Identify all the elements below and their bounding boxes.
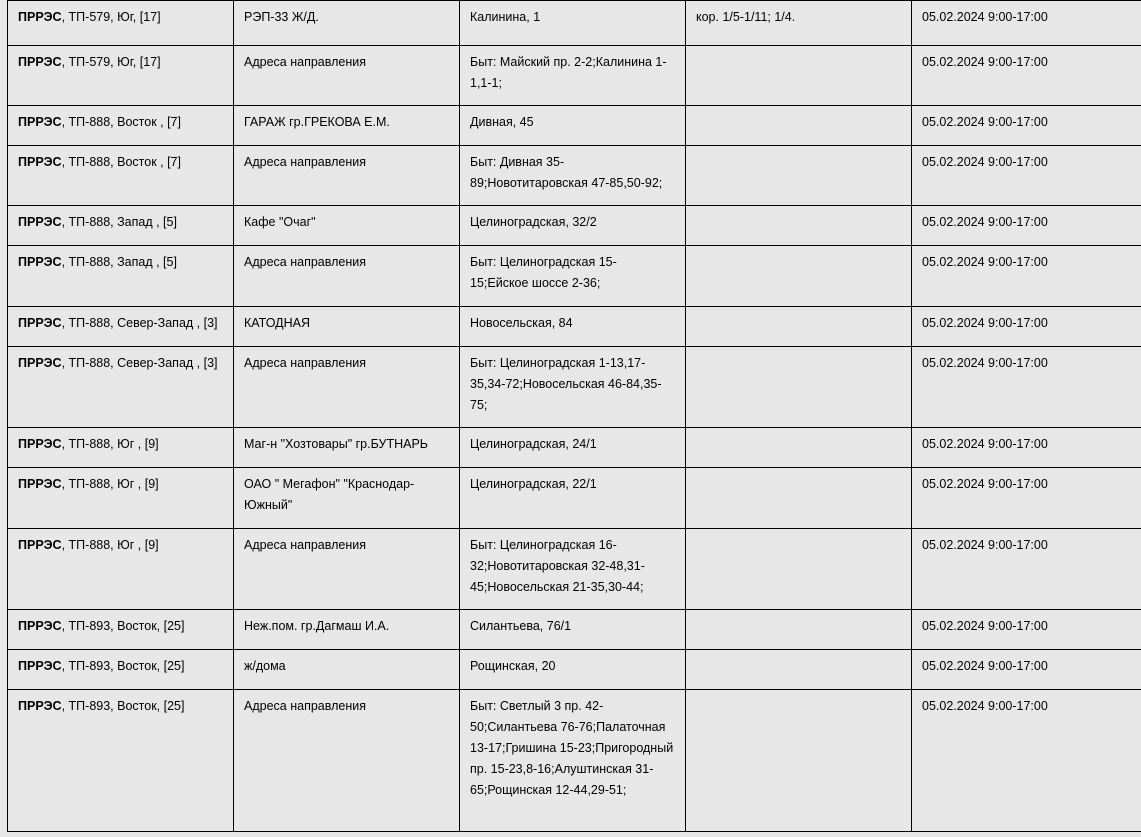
table-row [8,428,1141,468]
address-cell: Быт: Целиноградская 15-15;Ейское шоссе 2-36; [460,246,686,307]
network-cell [8,347,234,428]
network-org: ПРРЭС [18,255,62,269]
object-cell: ГАРАЖ гр.ГРЕКОВА Е.М. [234,106,460,146]
object-cell: Неж.пом. гр.Дагмаш И.А. [234,610,460,650]
time-cell: 05.02.2024 9:00-17:00 [912,529,1141,610]
object-cell: Адреса направления [234,347,460,428]
object-cell: Маг-н "Хозтовары" гр.БУТНАРЬ [234,428,460,468]
time-cell: 05.02.2024 9:00-17:00 [912,690,1141,832]
outage-table [7,0,1141,832]
table-row [8,529,1141,610]
object-cell: Адреса направления [234,690,460,832]
network-substation: , ТП-893, Восток, [25] [61,659,185,673]
extra-cell [686,206,912,246]
time-cell: 05.02.2024 9:00-17:00 [912,347,1141,428]
address-cell: Калинина, 1 [460,1,686,46]
object-cell: Адреса направления [234,529,460,610]
table-row [8,610,1141,650]
table-row [8,146,1141,206]
object-cell: ж/дома [234,650,460,690]
object-cell: ОАО " Мегафон" "Краснодар-Южный" [234,468,460,529]
network-cell [8,690,234,832]
extra-cell [686,650,912,690]
object-cell: Адреса направления [234,246,460,307]
table-row [8,106,1141,146]
table-row [8,690,1141,832]
time-cell: 05.02.2024 9:00-17:00 [912,650,1141,690]
address-cell: Быт: Целиноградская 16-32;Новотитаровская 32-48,31-45;Новосельская 21-35,30-44; [460,529,686,610]
network-org: ПРРЭС [18,10,62,24]
time-cell: 05.02.2024 9:00-17:00 [912,146,1141,206]
network-cell [8,650,234,690]
network-substation: , ТП-888, Север-Запад , [3] [61,316,218,330]
network-cell [8,106,234,146]
outage-table-body [8,1,1141,832]
network-substation: , ТП-888, Восток , [7] [61,115,181,129]
time-cell: 05.02.2024 9:00-17:00 [912,428,1141,468]
network-org: ПРРЭС [18,477,62,491]
table-row [8,468,1141,529]
network-org: ПРРЭС [18,55,62,69]
network-cell [8,468,234,529]
time-cell: 05.02.2024 9:00-17:00 [912,468,1141,529]
time-cell: 05.02.2024 9:00-17:00 [912,307,1141,347]
extra-cell [686,146,912,206]
network-cell [8,46,234,106]
table-row [8,46,1141,106]
network-cell [8,529,234,610]
object-cell: Адреса направления [234,46,460,106]
time-cell: 05.02.2024 9:00-17:00 [912,610,1141,650]
network-substation: , ТП-888, Запад , [5] [61,215,177,229]
network-cell [8,246,234,307]
table-row [8,307,1141,347]
address-cell: Целиноградская, 24/1 [460,428,686,468]
extra-cell [686,529,912,610]
extra-cell [686,246,912,307]
address-cell: Быт: Майский пр. 2-2;Калинина 1-1,1-1; [460,46,686,106]
network-org: ПРРЭС [18,115,62,129]
extra-cell [686,610,912,650]
network-cell [8,428,234,468]
network-substation: , ТП-888, Юг , [9] [61,477,159,491]
address-cell: Быт: Целиноградская 1-13,17-35,34-72;Новосельская 46-84,35-75; [460,347,686,428]
time-cell: 05.02.2024 9:00-17:00 [912,1,1141,46]
extra-cell [686,428,912,468]
extra-cell [686,106,912,146]
object-cell: РЭП-33 Ж/Д. [234,1,460,46]
network-cell [8,610,234,650]
object-cell: Адреса направления [234,146,460,206]
address-cell: Дивная, 45 [460,106,686,146]
network-substation: , ТП-888, Север-Запад , [3] [61,356,218,370]
network-org: ПРРЭС [18,699,62,713]
time-cell: 05.02.2024 9:00-17:00 [912,206,1141,246]
address-cell: Быт: Дивная 35-89;Новотитаровская 47-85,50-92; [460,146,686,206]
network-substation: , ТП-893, Восток, [25] [61,699,185,713]
network-org: ПРРЭС [18,659,62,673]
network-substation: , ТП-579, Юг, [17] [61,55,161,69]
network-org: ПРРЭС [18,619,62,633]
network-substation: , ТП-888, Юг , [9] [61,538,159,552]
network-substation: , ТП-579, Юг, [17] [61,10,161,24]
extra-cell [686,690,912,832]
time-cell: 05.02.2024 9:00-17:00 [912,46,1141,106]
time-cell: 05.02.2024 9:00-17:00 [912,246,1141,307]
network-cell [8,1,234,46]
extra-cell [686,46,912,106]
network-org: ПРРЭС [18,437,62,451]
table-row [8,347,1141,428]
network-org: ПРРЭС [18,155,62,169]
table-row [8,246,1141,307]
table-row [8,650,1141,690]
network-org: ПРРЭС [18,316,62,330]
table-row [8,1,1141,46]
address-cell: Силантьева, 76/1 [460,610,686,650]
object-cell: КАТОДНАЯ [234,307,460,347]
time-cell: 05.02.2024 9:00-17:00 [912,106,1141,146]
extra-cell [686,347,912,428]
network-substation: , ТП-888, Восток , [7] [61,155,181,169]
network-org: ПРРЭС [18,215,62,229]
address-cell: Рощинская, 20 [460,650,686,690]
address-cell: Целиноградская, 32/2 [460,206,686,246]
network-cell [8,307,234,347]
network-cell [8,146,234,206]
network-org: ПРРЭС [18,538,62,552]
network-cell [8,206,234,246]
network-substation: , ТП-888, Юг , [9] [61,437,159,451]
address-cell: Целиноградская, 22/1 [460,468,686,529]
extra-cell [686,307,912,347]
table-row [8,206,1141,246]
network-substation: , ТП-888, Запад , [5] [61,255,177,269]
address-cell: Быт: Светлый 3 пр. 42-50;Силантьева 76-76;Палаточная 13-17;Гришина 15-23;Пригородный пр. 15-23,8-16;Алуштинская 31-65;Рощинская 12-44,29-51; [460,690,686,832]
network-org: ПРРЭС [18,356,62,370]
extra-cell [686,468,912,529]
address-cell: Новосельская, 84 [460,307,686,347]
extra-cell: кор. 1/5-1/11; 1/4. [686,1,912,46]
network-substation: , ТП-893, Восток, [25] [61,619,185,633]
object-cell: Кафе "Очаг" [234,206,460,246]
